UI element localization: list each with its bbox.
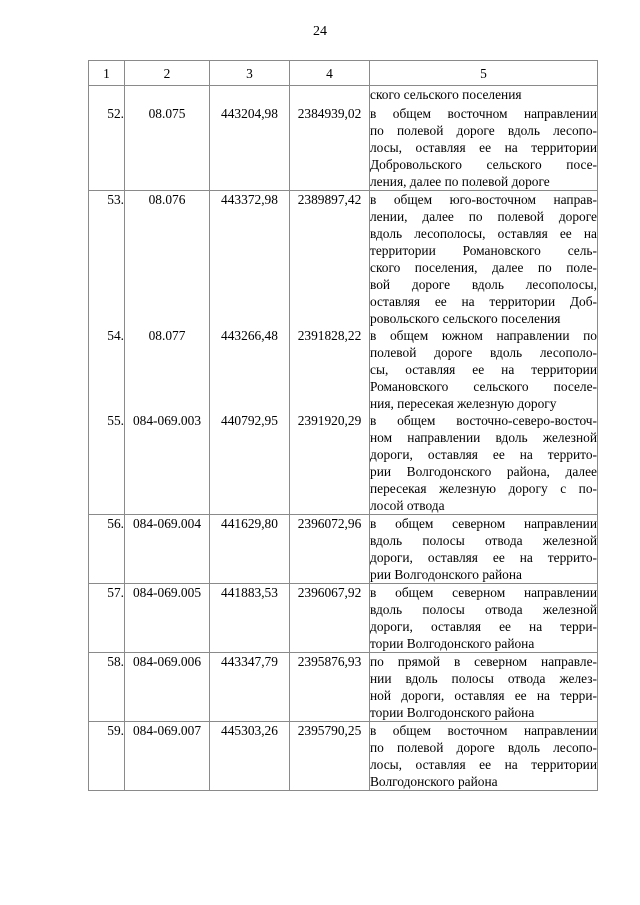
table-row	[89, 191, 598, 328]
description-line: ровольского сельского поселения	[370, 311, 561, 326]
header-col-1: 1	[89, 61, 125, 86]
description-line: рии Волгодонского района, далее	[370, 464, 597, 479]
description-line: тории Волгодонского района	[370, 705, 535, 720]
coordinate-y: 2389897,42	[290, 191, 370, 328]
description-line: дороги, оставляя ее на террито-	[370, 447, 597, 462]
description-line: Волгодонского района	[370, 774, 498, 789]
description-line: в общем южном направлении по	[370, 328, 597, 343]
page-number: 24	[313, 24, 327, 39]
coordinate-x: 443204,98	[210, 105, 290, 191]
point-number: 56.	[89, 515, 125, 584]
continuation-text: ского сельского поселения	[370, 87, 522, 102]
description-line: вдоль полосы отвода железной	[370, 602, 597, 617]
description-line: Романовского сельского поселе-	[370, 379, 597, 394]
point-number: 57.	[89, 584, 125, 653]
description-line: в общем восточно-северо-восточ-	[370, 413, 597, 428]
coordinate-x: 443372,98	[210, 191, 290, 328]
coordinate-x: 443347,79	[210, 653, 290, 722]
description-line: нии вдоль полосы отвода желез-	[370, 671, 597, 686]
header-col-5: 5	[370, 61, 598, 86]
point-code: 084-069.003	[125, 412, 210, 515]
table-body	[89, 86, 598, 791]
point-code: 084-069.005	[125, 584, 210, 653]
point-code: 084-069.004	[125, 515, 210, 584]
boundary-description	[370, 515, 598, 584]
description-line: ной дороги, оставляя ее на терри-	[370, 688, 597, 703]
point-code: 084-069.006	[125, 653, 210, 722]
description-line: Добровольского сельского посе-	[370, 157, 597, 172]
coordinate-y: 2395790,25	[290, 722, 370, 791]
description-line: в общем северном направлении	[370, 585, 597, 600]
description-line: ния, пересекая железную дорогу	[370, 396, 557, 411]
description-line: по прямой в северном направле-	[370, 654, 597, 669]
boundary-description	[370, 653, 598, 722]
boundary-description	[370, 105, 598, 191]
boundary-description	[370, 191, 598, 328]
header-col-3: 3	[210, 61, 290, 86]
description-line: в общем восточном направлении	[370, 106, 597, 121]
table-header-row	[89, 61, 598, 86]
description-line: вдоль лесополосы, оставляя ее на	[370, 226, 597, 241]
description-line: вой дороге вдоль лесополосы,	[370, 277, 597, 292]
description-line: дороги, оставляя ее на терри-	[370, 619, 597, 634]
coordinate-x: 441883,53	[210, 584, 290, 653]
boundary-description	[370, 722, 598, 791]
description-line: в общем юго-восточном направ-	[370, 192, 597, 207]
description-line: сы, оставляя ее на территории	[370, 362, 597, 377]
description-line: лосы, оставляя ее на территории	[370, 757, 597, 772]
header-col-4: 4	[290, 61, 370, 86]
point-number: 55.	[89, 412, 125, 515]
coordinate-x: 441629,80	[210, 515, 290, 584]
boundary-description	[370, 584, 598, 653]
coordinate-y: 2395876,93	[290, 653, 370, 722]
header-col-2: 2	[125, 61, 210, 86]
table-row	[89, 722, 598, 791]
description-line: пересекая железную дорогу с по-	[370, 481, 597, 496]
description-line: рии Волгодонского района	[370, 567, 522, 582]
point-code: 08.075	[125, 105, 210, 191]
description-line: по полевой дороге вдоль лесопо-	[370, 123, 597, 138]
point-code: 084-069.007	[125, 722, 210, 791]
coordinate-y: 2391920,29	[290, 412, 370, 515]
description-line: лосой отвода	[370, 498, 445, 513]
point-code: 08.076	[125, 191, 210, 328]
point-number: 58.	[89, 653, 125, 722]
continuation-text-cell	[370, 86, 598, 106]
description-line: полевой дороге вдоль лесополо-	[370, 345, 597, 360]
description-line: ского поселения, далее по поле-	[370, 260, 597, 275]
coordinate-y: 2391828,22	[290, 327, 370, 412]
continuation-row	[89, 86, 598, 106]
table-row	[89, 105, 598, 191]
table-row	[89, 653, 598, 722]
table-row	[89, 327, 598, 412]
coordinate-y: 2396072,96	[290, 515, 370, 584]
point-number: 59.	[89, 722, 125, 791]
table-row	[89, 515, 598, 584]
description-line: вдоль полосы отвода железной	[370, 533, 597, 548]
point-number: 54.	[89, 327, 125, 412]
coordinate-x: 440792,95	[210, 412, 290, 515]
coordinate-x: 443266,48	[210, 327, 290, 412]
description-line: ления, далее по полевой дороге	[370, 174, 550, 189]
boundary-points-table	[88, 60, 598, 791]
table-row	[89, 584, 598, 653]
description-line: оставляя ее на территории Доб-	[370, 294, 597, 309]
point-number: 53.	[89, 191, 125, 328]
point-number: 52.	[89, 105, 125, 191]
description-line: тории Волгодонского района	[370, 636, 535, 651]
description-line: в общем восточном направлении	[370, 723, 597, 738]
coordinate-x: 445303,26	[210, 722, 290, 791]
coordinate-y: 2384939,02	[290, 105, 370, 191]
boundary-description	[370, 412, 598, 515]
boundary-description	[370, 327, 598, 412]
description-line: ном направлении вдоль железной	[370, 430, 597, 445]
point-code: 08.077	[125, 327, 210, 412]
description-line: лении, далее по полевой дороге	[370, 209, 597, 224]
description-line: лосы, оставляя ее на территории	[370, 140, 597, 155]
description-line: дороги, оставляя ее на террито-	[370, 550, 597, 565]
coordinate-y: 2396067,92	[290, 584, 370, 653]
table-row	[89, 412, 598, 515]
description-line: в общем северном направлении	[370, 516, 597, 531]
description-line: территории Романовского сель-	[370, 243, 597, 258]
description-line: по полевой дороге вдоль лесопо-	[370, 740, 597, 755]
